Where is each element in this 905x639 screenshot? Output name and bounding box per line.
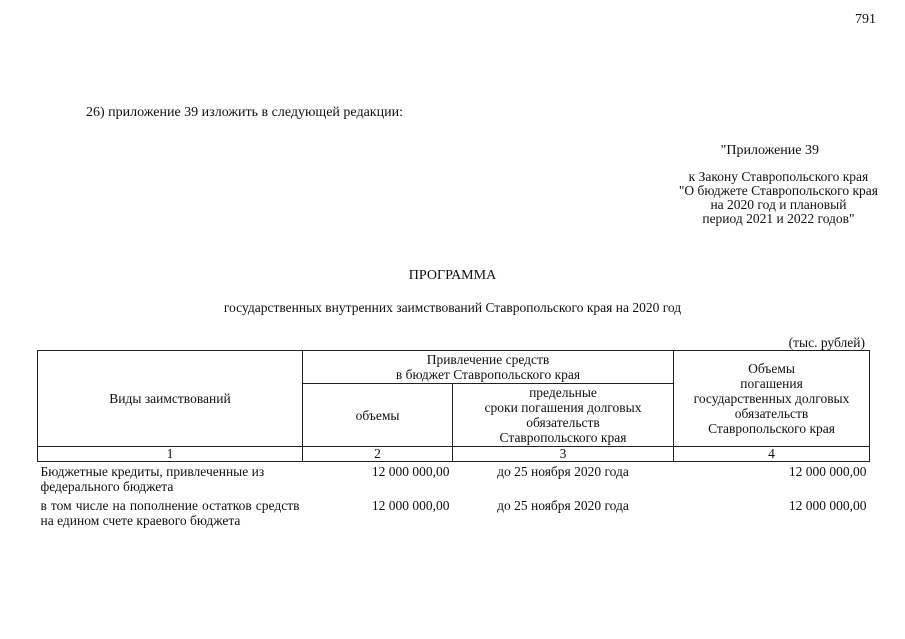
table-row: [38, 496, 870, 530]
column-number: 1: [38, 447, 303, 462]
header-repayment: [674, 351, 870, 447]
column-number: 4: [674, 447, 870, 462]
header-line: в бюджет Ставропольского края: [395, 367, 581, 382]
row-repayment: 12 000 000,00: [788, 498, 867, 513]
row-deadline: до 25 ноября 2020 года: [497, 498, 629, 513]
header-attraction-group: [303, 351, 674, 384]
header-line: Привлечение средств: [426, 352, 550, 367]
units-note: (тыс. рублей): [788, 335, 865, 350]
header-line: Объемы: [748, 361, 795, 376]
program-subtitle: государственных внутренних заимствований Ставропольского края на 2020 год: [223, 300, 682, 315]
header-line: Ставропольского края: [499, 430, 627, 445]
appendix-reference: [679, 170, 878, 226]
row-volume: 12 000 000,00: [371, 498, 450, 513]
header-kinds: Виды заимствований: [38, 351, 303, 447]
appendix-line: на 2020 год и плановый: [710, 197, 847, 212]
header-line: погашения: [740, 376, 803, 391]
page-number: 791: [855, 12, 876, 27]
column-number: 2: [303, 447, 453, 462]
row-name: в том числе на пополнение остатков средств на едином счете краевого бюджета: [40, 498, 300, 528]
row-volume: 12 000 000,00: [371, 464, 450, 479]
row-deadline: до 25 ноября 2020 года: [497, 464, 629, 479]
amendment-intro: 26) приложение 39 изложить в следующей редакции:: [86, 105, 403, 120]
program-title: ПРОГРАММА: [408, 268, 497, 283]
header-line: предельные: [529, 385, 597, 400]
table-row: [38, 462, 870, 497]
row-name: Бюджетные кредиты, привлеченные из федерального бюджета: [40, 464, 265, 494]
header-volumes: объемы: [303, 384, 453, 447]
row-repayment: 12 000 000,00: [788, 464, 867, 479]
header-line: государственных долговых: [693, 391, 850, 406]
borrowing-table: [37, 350, 869, 530]
appendix-line: "О бюджете Ставропольского края: [678, 183, 878, 198]
appendix-title: "Приложение 39: [720, 143, 819, 158]
appendix-line: к Закону Ставропольского края: [688, 169, 869, 184]
header-line: обязательств: [526, 415, 600, 430]
appendix-line: период 2021 и 2022 годов": [702, 211, 855, 226]
header-deadlines: [453, 384, 674, 447]
header-line: Ставропольского края: [708, 421, 835, 436]
header-line: сроки погашения долговых: [484, 400, 642, 415]
header-line: обязательств: [734, 406, 809, 421]
column-number: 3: [453, 447, 674, 462]
